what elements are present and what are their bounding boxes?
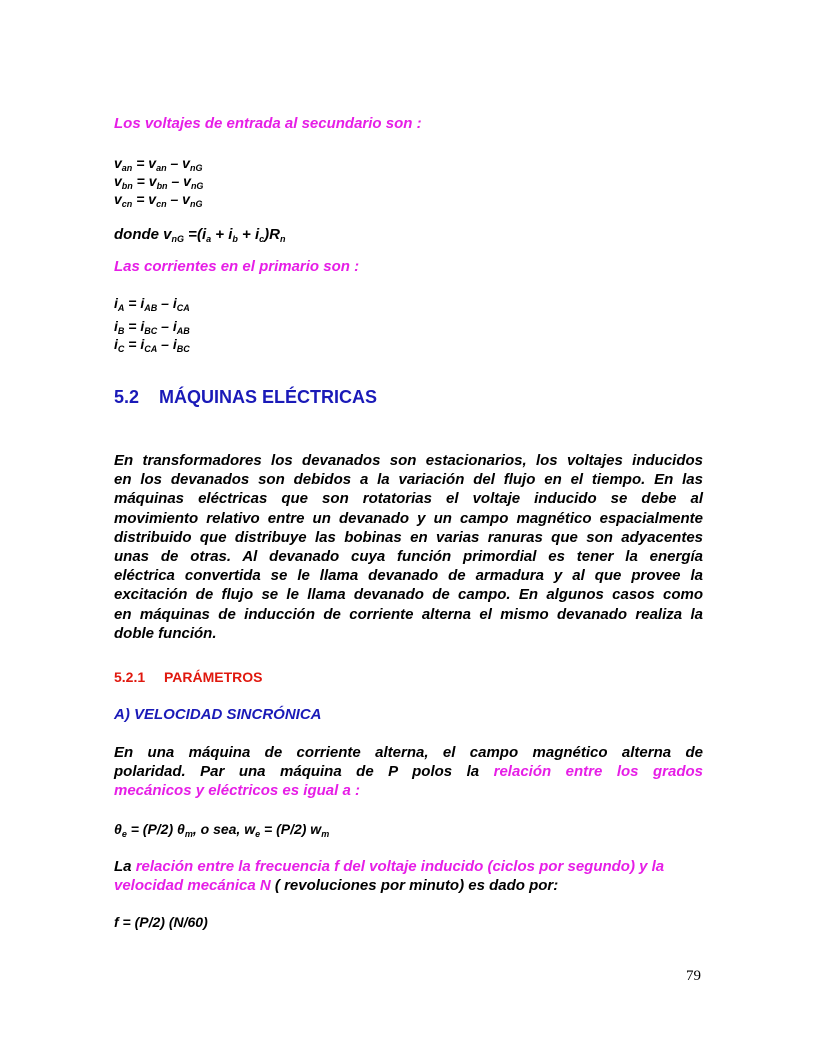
paragraph-line: mecánicos y eléctricos es igual a : (114, 782, 360, 800)
paragraph-line: unas de otras. Al devanado cuya función primordial es tener la energía (114, 547, 703, 565)
page-number: 79 (686, 968, 701, 984)
equation-iC: $i_C = i_{CA} - i_{BC}$ (114, 336, 190, 354)
paragraph-line: máquinas eléctricas que son rotatorias el voltaje inducido se debe al (114, 490, 703, 508)
paragraph-transformadores (114, 451, 703, 643)
paragraph-line: La relación entre la frecuencia f del voltaje inducido (ciclos por segundo) y la (114, 858, 665, 875)
section-title: MÁQUINAS ELÉCTRICAS (159, 387, 378, 407)
section-number: 5.2 (114, 387, 140, 407)
paragraph-line: velocidad mecánica N ( revoluciones por minuto) es dado por: (114, 877, 559, 895)
equation-vbn: $v_{bn} = v_{bn} - v_{nG}$ (114, 173, 204, 191)
paragraph-line: excitación de flujo se le llama devanado de campo. En algunos casos como (114, 586, 703, 604)
equation-van: $v_{an} = v_{an} - v_{nG}$ (114, 155, 203, 173)
paragraph-frecuencia (114, 857, 703, 895)
subsection-number: 5.2.1 (114, 669, 146, 685)
paragraph-line: en los devanados son debidos a la variación del flujo en el tiempo. En las (114, 471, 703, 489)
voltajes-intro: Los voltajes de entrada al secundario son : (114, 115, 422, 132)
section-heading (114, 387, 377, 408)
corrientes-intro: Las corrientes en el primario son : (114, 258, 360, 275)
paragraph-line: en máquinas de inducción de corriente alterna el mismo devanado realiza la (114, 605, 703, 623)
paragraph-line: En transformadores los devanados son estacionarios, los voltajes inducidos (114, 452, 703, 469)
subsection-title: PARÁMETROS (164, 669, 263, 685)
subsection-heading (114, 669, 263, 685)
equation-vng: donde $v_{nG} =(i_a + i_b + i_c)R_n$ (114, 226, 286, 244)
equation-frequency: f = (P/2) (N/60) (114, 914, 208, 930)
paragraph-line: doble función. (114, 624, 217, 642)
paragraph-line: eléctrica convertida se le llama devanado de armadura y al que provee la (114, 567, 703, 585)
equation-iA: $i_A = i_{AB} - i_{CA}$ (114, 295, 190, 313)
paragraph-line: distribuido que distribuye las bobinas en varias ranuras que son adyacentes (114, 528, 703, 546)
paragraph-line: En una máquina de corriente alterna, el campo magnético alterna de (114, 744, 703, 761)
equation-vcn: $v_{cn} = v_{cn} - v_{nG}$ (114, 191, 203, 209)
paragraph-line: movimiento relativo entre un devanado y un campo magnético espacialmente (114, 509, 703, 527)
equation-theta: $\theta_e = (P/2)$ $\theta_m$, o sea, $w_e = (P/2)$ $w_m$ (114, 821, 330, 839)
paragraph-velocidad (114, 743, 703, 801)
paragraph-line: polaridad. Par una máquina de P polos la relación entre los grados (114, 763, 703, 781)
item-velocidad-sincronica: A) VELOCIDAD SINCRÓNICA (114, 706, 322, 723)
equation-iB: $i_B = i_{BC} - i_{AB}$ (114, 318, 190, 336)
